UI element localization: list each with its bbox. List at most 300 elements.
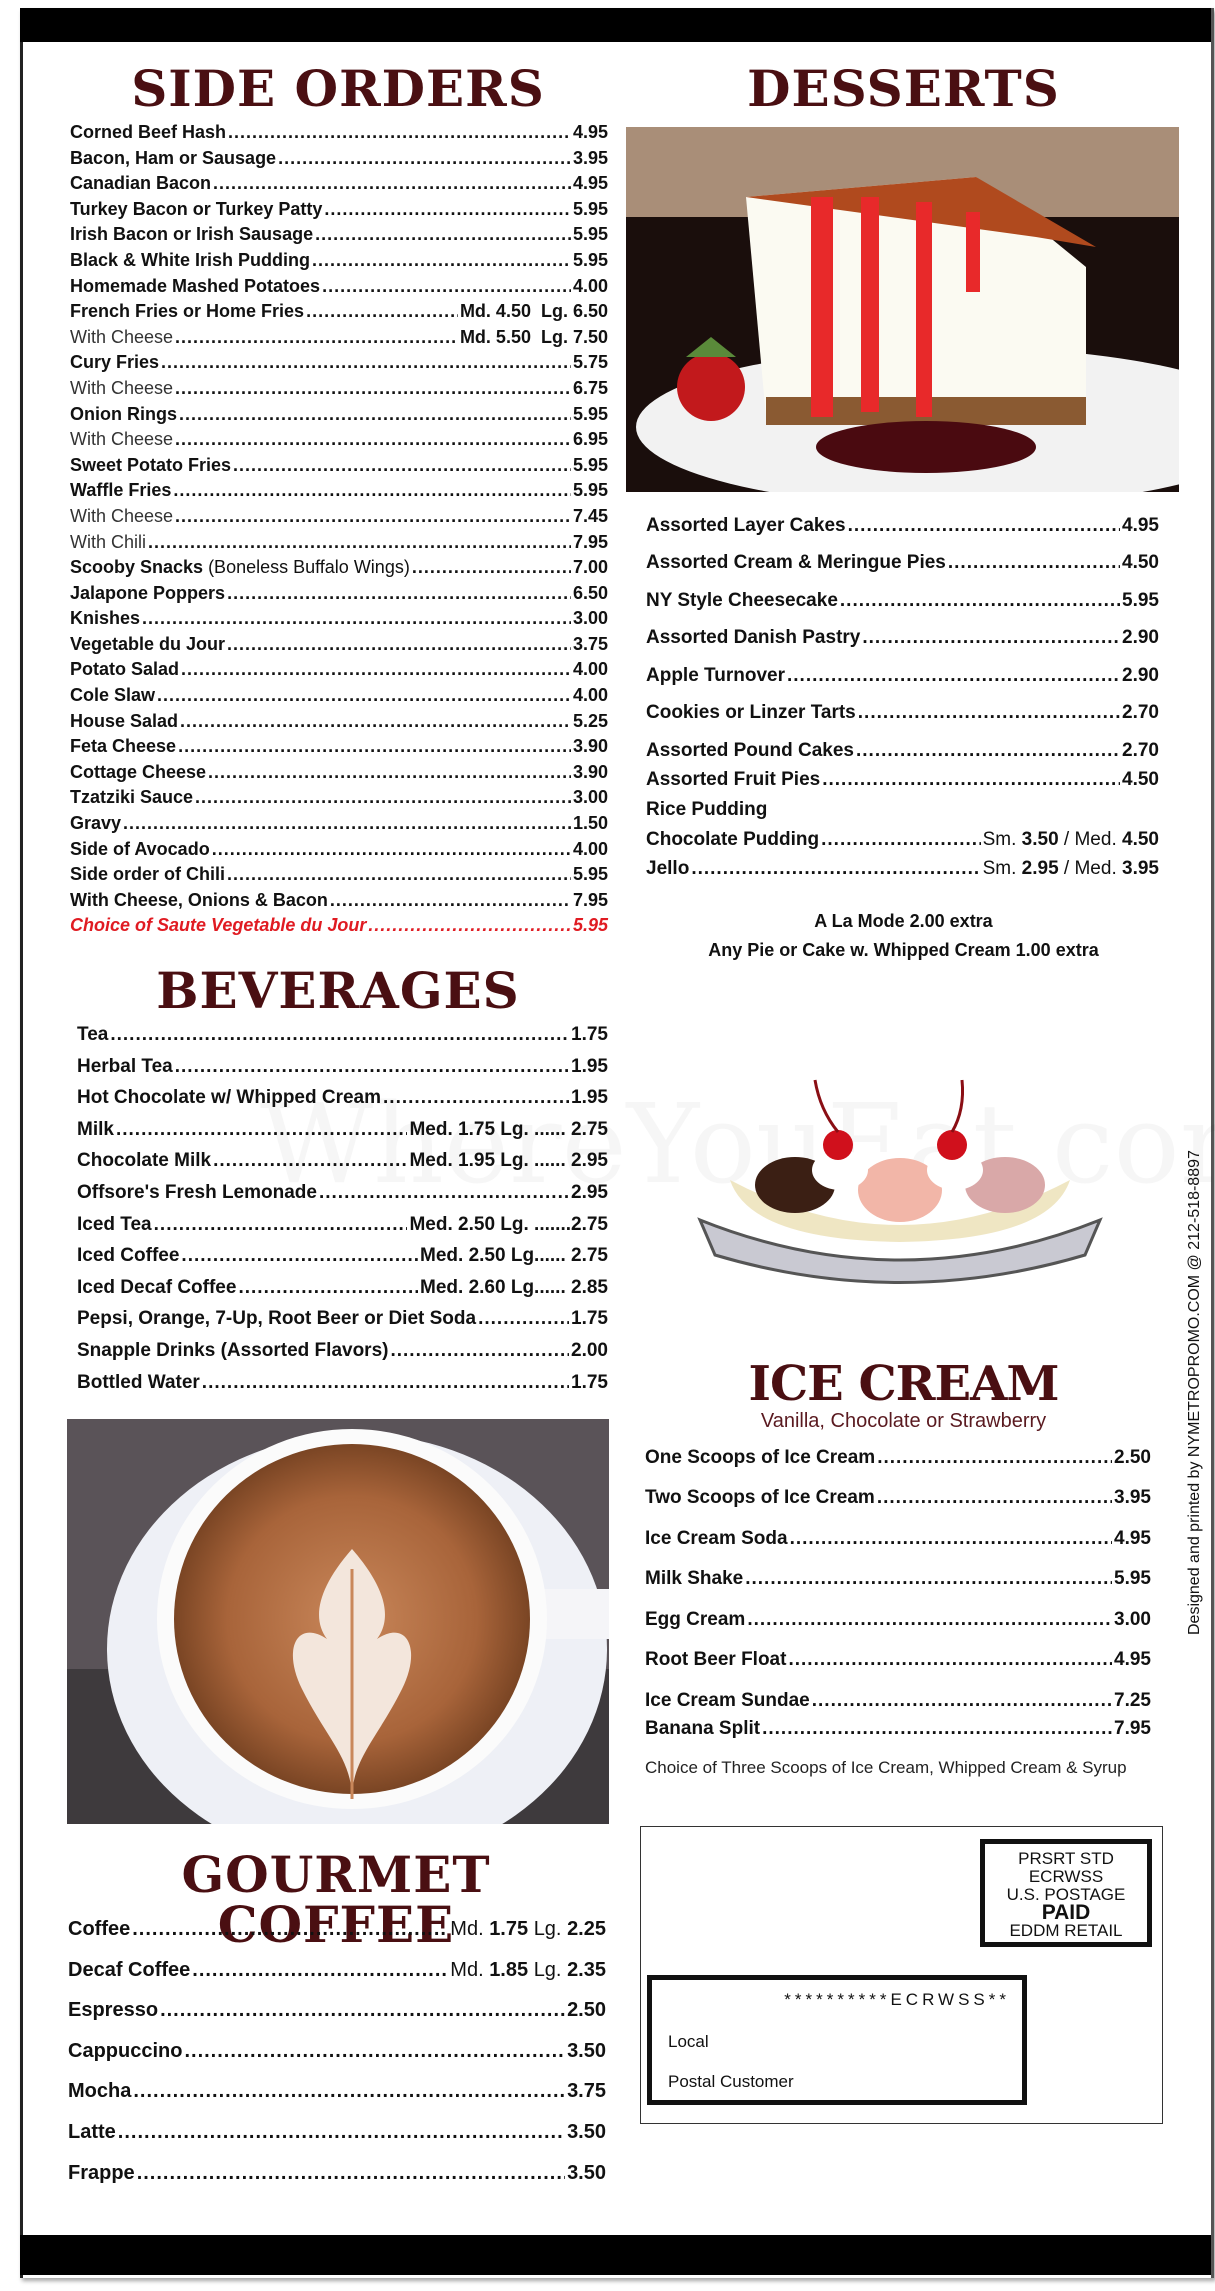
leader-dots [208,762,571,783]
menu-item [70,199,608,225]
menu-item [77,1214,608,1246]
item-name [68,2080,131,2103]
ice-cream-subtitle: Vanilla, Chocolate or Strawberry [760,1410,1047,1432]
item-name-text: With Cheese [70,505,174,526]
price-part: 2.95 [1021,858,1059,879]
item-name-sub: (Boneless Buffalo Wings) [203,557,410,578]
item-name [645,1528,788,1550]
item-price: 1.95 [571,1055,608,1077]
ice-cream-title: ICE CREAM [748,1356,1059,1412]
desserts-title: DESSERTS [747,59,1060,118]
menu-item [645,1718,1151,1752]
item-price: 2.90 [1122,665,1159,686]
item-name-text: Snapple Drinks (Assorted Flavors) [77,1339,389,1361]
leader-dots [175,429,571,450]
item-price [450,1918,606,1941]
item-name [77,1277,236,1299]
top-black-bar [20,8,1211,42]
item-name-text: With Cheese [70,429,174,450]
item-price: 3.90 [572,761,608,782]
leader-dots [812,1690,1112,1712]
price-part: 3.95 [1122,858,1159,879]
item-price: 3.95 [1114,1487,1151,1508]
item-price: Med. 1.95 Lg. ...... 2.95 [409,1150,608,1172]
leader-dots [858,702,1120,724]
item-name [645,1487,875,1509]
menu-item [70,173,608,199]
item-price: 3.00 [572,608,608,629]
item-price: Med. 2.60 Lg...... 2.85 [420,1276,608,1298]
item-price: 2.95 [571,1181,608,1203]
item-name [646,702,856,724]
item-name [645,1690,810,1712]
item-name [70,352,159,373]
menu-item [646,552,1159,584]
item-price: 2.50 [1114,1447,1151,1468]
item-name [68,1999,158,2022]
item-name-text: Homemade Mashed Potatoes [70,275,321,296]
bottom-black-bar [20,2235,1211,2275]
menu-item [645,1528,1151,1562]
item-price: 3.75 [572,633,608,654]
leader-dots [132,1918,448,1941]
item-price: Med. 2.50 Lg...... 2.75 [420,1245,608,1267]
leader-dots [157,685,571,706]
item-name-text: Iced Tea [77,1213,152,1235]
item-price: Med. 2.50 Lg. .......2.75 [409,1213,608,1235]
item-name [70,762,206,783]
item-name-text: With Cheese [70,326,174,347]
item-price: 6.95 [572,429,608,450]
item-price: 1.75 [571,1308,608,1330]
item-name-text: Jalapone Poppers [70,582,226,603]
menu-item [646,515,1159,547]
item-price [983,829,1159,851]
leader-dots [822,769,1120,791]
item-price: 2.00 [571,1339,608,1361]
item-name-text: House Salad [70,710,179,731]
menu-item [646,858,1159,890]
leader-dots [948,552,1120,574]
item-price: 5.95 [572,403,608,424]
item-name [70,659,179,680]
leader-dots [306,301,458,322]
leader-dots [160,1999,565,2022]
item-price: 5.95 [1122,590,1159,611]
address-line-1: Local [668,2032,709,2051]
gourmet-coffee-list [68,1918,606,2202]
leader-dots [238,1277,418,1299]
item-name [70,608,140,629]
item-name [70,173,211,194]
item-name [77,1340,388,1362]
leader-dots [315,224,571,245]
menu-item [646,769,1159,801]
menu-item [70,327,608,353]
item-name-text: Potato Salad [70,659,180,680]
item-name [70,301,304,322]
item-name-text: Root Beer Float [645,1649,787,1670]
item-name-text: Apple Turnover [646,665,785,686]
menu-item [70,685,608,711]
item-price: 4.50 [1122,769,1159,790]
item-name [77,1372,200,1394]
item-name [70,557,410,578]
item-price: Md. 4.50 Lg. 6.50 [459,301,608,322]
item-price: 5.95 [572,480,608,501]
item-price: 4.95 [572,173,608,194]
menu-item [77,1277,608,1309]
menu-item [70,583,608,609]
leader-dots [123,813,571,834]
item-name-text: Jello [646,858,690,879]
leader-dots [118,2121,565,2144]
item-price: 5.75 [572,352,608,373]
item-price: 3.50 [567,2120,606,2143]
menu-item [77,1182,608,1214]
menu-item [70,301,608,327]
item-name [68,2040,182,2063]
menu-item [68,2080,606,2121]
leader-dots [142,608,571,629]
price-part: 1.75 [489,1918,529,1940]
leader-dots [133,2080,565,2103]
leader-dots [322,276,571,297]
banana-split-note: Choice of Three Scoops of Ice Cream, Whipped Cream & Syrup [645,1758,1127,1777]
price-part: Sm. [982,858,1017,879]
menu-item [70,659,608,685]
leader-dots [181,1245,418,1267]
leader-dots [233,455,571,476]
price-part: 2.25 [567,1918,606,1940]
item-name [70,250,310,271]
item-name-text: Tzatziki Sauce [70,787,194,808]
leader-dots [383,1087,569,1109]
item-name [70,506,173,527]
stamp-line: EDDM RETAIL [1009,1921,1123,1940]
menu-item [77,1119,608,1151]
item-name [646,590,838,612]
item-name-text: Turkey Bacon or Turkey Patty [70,198,323,219]
cheesecake-image [626,127,1179,492]
menu-item [645,1568,1151,1602]
item-name [70,890,328,911]
item-name [645,1649,786,1671]
item-name [646,627,860,649]
leader-dots [330,890,571,911]
item-name-text: Rice Pudding [646,799,768,820]
leader-dots [175,506,571,527]
item-name-text: With Cheese [70,377,174,398]
item-name-text: Waffle Fries [70,480,172,501]
item-price: 4.95 [572,122,608,142]
leader-dots [390,1340,569,1362]
leader-dots [148,532,571,553]
item-name [68,2162,135,2185]
item-price: 1.95 [571,1087,608,1109]
item-price: 2.90 [1122,627,1159,648]
item-name [70,455,231,476]
menu-item [70,506,608,532]
leader-dots [154,1214,408,1236]
leader-dots [213,1150,407,1172]
item-price: 3.50 [567,2161,606,2184]
price-part: Md. [450,1958,484,1981]
menu-item [645,1487,1151,1521]
item-price: 3.50 [567,2039,606,2062]
item-price: 5.95 [572,915,608,936]
item-name [70,915,366,936]
menu-item [68,2162,606,2203]
item-name [646,552,946,574]
item-price: 2.70 [1122,702,1159,723]
item-name-text: Corned Beef Hash [70,122,227,142]
item-name-text: Chocolate Milk [77,1150,212,1172]
item-price: 4.95 [1122,515,1159,536]
item-name [645,1609,745,1631]
menu-item [646,590,1159,622]
leader-dots [173,480,571,501]
menu-item [646,665,1159,697]
item-name-text: Canadian Bacon [70,173,212,194]
leader-dots [228,122,571,143]
menu-item [70,813,608,839]
item-price: 5.25 [572,710,608,731]
stamp-line: PRSRT STD [1018,1849,1114,1868]
item-price: 2.70 [1122,740,1159,761]
item-price [450,1959,606,1982]
leader-dots [175,1056,569,1078]
leader-dots [412,557,571,578]
item-name-text: Two Scoops of Ice Cream [645,1487,875,1508]
item-name [70,583,225,604]
item-price: 6.75 [572,377,608,398]
item-name-text: Pepsi, Orange, 7-Up, Root Beer or Diet Soda [77,1308,477,1330]
item-name-text: Cury Fries [70,352,160,373]
menu-item [70,915,608,941]
item-name-text: Assorted Layer Cakes [646,515,846,536]
item-name-text: Latte [68,2120,116,2143]
menu-item [77,1372,608,1404]
leader-dots [478,1308,569,1330]
stamp-line: U.S. POSTAGE [1006,1885,1126,1904]
item-name [70,736,176,757]
leader-dots [192,1959,448,1982]
item-name-text: With Cheese, Onions & Bacon [70,889,328,910]
gourmet-coffee-title: GOURMET COFFEE [181,1845,491,1954]
menu-item [77,1056,608,1088]
menu-item [70,455,608,481]
price-part: Lg. [533,1918,562,1940]
item-name-text: Milk [77,1118,114,1140]
leader-dots [179,404,571,425]
item-price: 4.00 [572,275,608,296]
item-name [70,122,226,143]
leader-dots [110,1024,569,1046]
menu-item [70,608,608,634]
item-name [77,1214,152,1236]
stamp-line: ECRWSS [1028,1867,1104,1886]
item-name [77,1182,317,1204]
item-name [70,532,146,553]
item-price: 1.50 [572,813,608,834]
menu-item [70,762,608,788]
leader-dots [324,199,571,220]
leader-dots [368,915,571,936]
item-name-text: Ice Cream Soda [645,1528,788,1549]
leader-dots [175,378,571,399]
leader-dots [213,173,571,194]
item-price: 2.50 [567,1999,606,2022]
menu-item [68,2121,606,2162]
item-price: 7.45 [572,505,608,526]
menu-item [70,532,608,558]
item-price: 4.95 [1114,1649,1151,1670]
price-part: 4.50 [1122,829,1159,850]
menu-item [70,864,608,890]
menu-item [68,1959,606,2000]
stamp-paid: PAID [1041,1901,1091,1924]
item-price: 4.00 [572,838,608,859]
menu-item [70,557,608,583]
leader-dots [161,352,571,373]
item-name [70,429,173,450]
item-name-text: Cole Slaw [70,685,156,706]
banana-split-image [690,1070,1110,1285]
item-price: 7.95 [1114,1718,1151,1739]
side-orders-list [70,122,608,941]
menu-item [68,1918,606,1959]
leader-dots [202,1372,569,1394]
item-name-text: Tea [77,1024,109,1045]
item-price: 7.25 [1114,1690,1151,1711]
item-name [70,404,177,425]
item-name [645,1447,875,1469]
leader-dots [319,1182,569,1204]
item-name-text: Hot Chocolate w/ Whipped Cream [77,1087,382,1109]
item-name [646,740,854,762]
leader-dots [180,711,571,732]
leader-dots [116,1119,408,1141]
item-name-text: Assorted Cream & Meringue Pies [646,552,946,573]
menu-item [646,627,1159,659]
menu-item [77,1087,608,1119]
leader-dots [175,327,458,348]
item-name-text: Sweet Potato Fries [70,454,232,475]
item-name-text: Side of Avocado [70,838,210,859]
item-name [70,327,173,348]
item-name [77,1087,381,1109]
menu-item [70,890,608,916]
item-name-text: NY Style Cheesecake [646,590,838,611]
menu-item [70,250,608,276]
menu-item [77,1245,608,1277]
menu-item [68,2040,606,2081]
menu-item [77,1340,608,1372]
item-price [983,858,1159,880]
item-name [646,769,820,791]
item-price: 5.95 [572,224,608,245]
item-name [645,1568,743,1590]
item-price: 5.95 [1114,1568,1151,1589]
item-name-text: Coffee [68,1918,131,1940]
menu-item [646,702,1159,734]
item-name-text: Feta Cheese [70,736,177,757]
leader-dots [862,627,1120,649]
item-name-text: Onion Rings [70,403,177,424]
latte-art-image [67,1419,609,1824]
item-name-text: Choice of Saute Vegetable du Jour [70,915,367,936]
item-name-text: Cappuccino [68,2039,183,2062]
item-name-text: Milk Shake [645,1568,744,1589]
item-name [77,1245,179,1267]
menu-item [645,1649,1151,1683]
item-price: 7.95 [572,889,608,910]
item-price: 1.75 [571,1024,608,1045]
menu-item [70,480,608,506]
menu-item [70,276,608,302]
item-name [77,1056,173,1078]
leader-dots [762,1718,1112,1740]
item-name [646,829,819,851]
menu-item [70,148,608,174]
leader-dots [227,583,571,604]
leader-dots [312,250,571,271]
item-name-text: Decaf Coffee [68,1958,191,1981]
item-name-text: Assorted Danish Pastry [646,627,861,648]
item-name [646,799,767,821]
menu-item [77,1150,608,1182]
menu-item [646,799,1159,831]
price-part: Lg. [533,1958,562,1981]
address-block [647,1975,1027,2105]
menu-item [70,429,608,455]
leader-dots [212,839,571,860]
menu-item [70,352,608,378]
item-price: 7.00 [572,557,608,578]
item-name [77,1150,211,1172]
item-name-text: Cookies or Linzer Tarts [646,702,856,723]
item-name-text: Iced Decaf Coffee [77,1276,237,1298]
item-name [70,787,193,808]
menu-item [645,1609,1151,1643]
leader-dots [848,515,1120,537]
leader-dots [877,1487,1112,1509]
item-name [645,1718,760,1740]
leader-dots [877,1447,1112,1469]
item-price: 6.50 [572,582,608,603]
item-name-text: Herbal Tea [77,1055,173,1077]
leader-dots [691,858,980,880]
menu-item [70,711,608,737]
item-name-text: Espresso [68,1999,159,2022]
item-name-text: Iced Coffee [77,1245,180,1267]
menu-item [70,404,608,430]
item-name [70,813,121,834]
menu-item [70,634,608,660]
item-name-text: Assorted Pound Cakes [646,740,854,761]
price-part: / Med. [1063,858,1117,879]
price-part: 1.85 [489,1958,529,1981]
item-name [77,1308,476,1330]
leader-dots [137,2162,565,2185]
item-name-text: Bacon, Ham or Sausage [70,147,277,168]
menu-item [70,122,608,148]
item-name-text: Bottled Water [77,1371,200,1393]
menu-item [77,1308,608,1340]
item-name [70,839,210,860]
item-name-text: One Scoops of Ice Cream [645,1447,876,1468]
